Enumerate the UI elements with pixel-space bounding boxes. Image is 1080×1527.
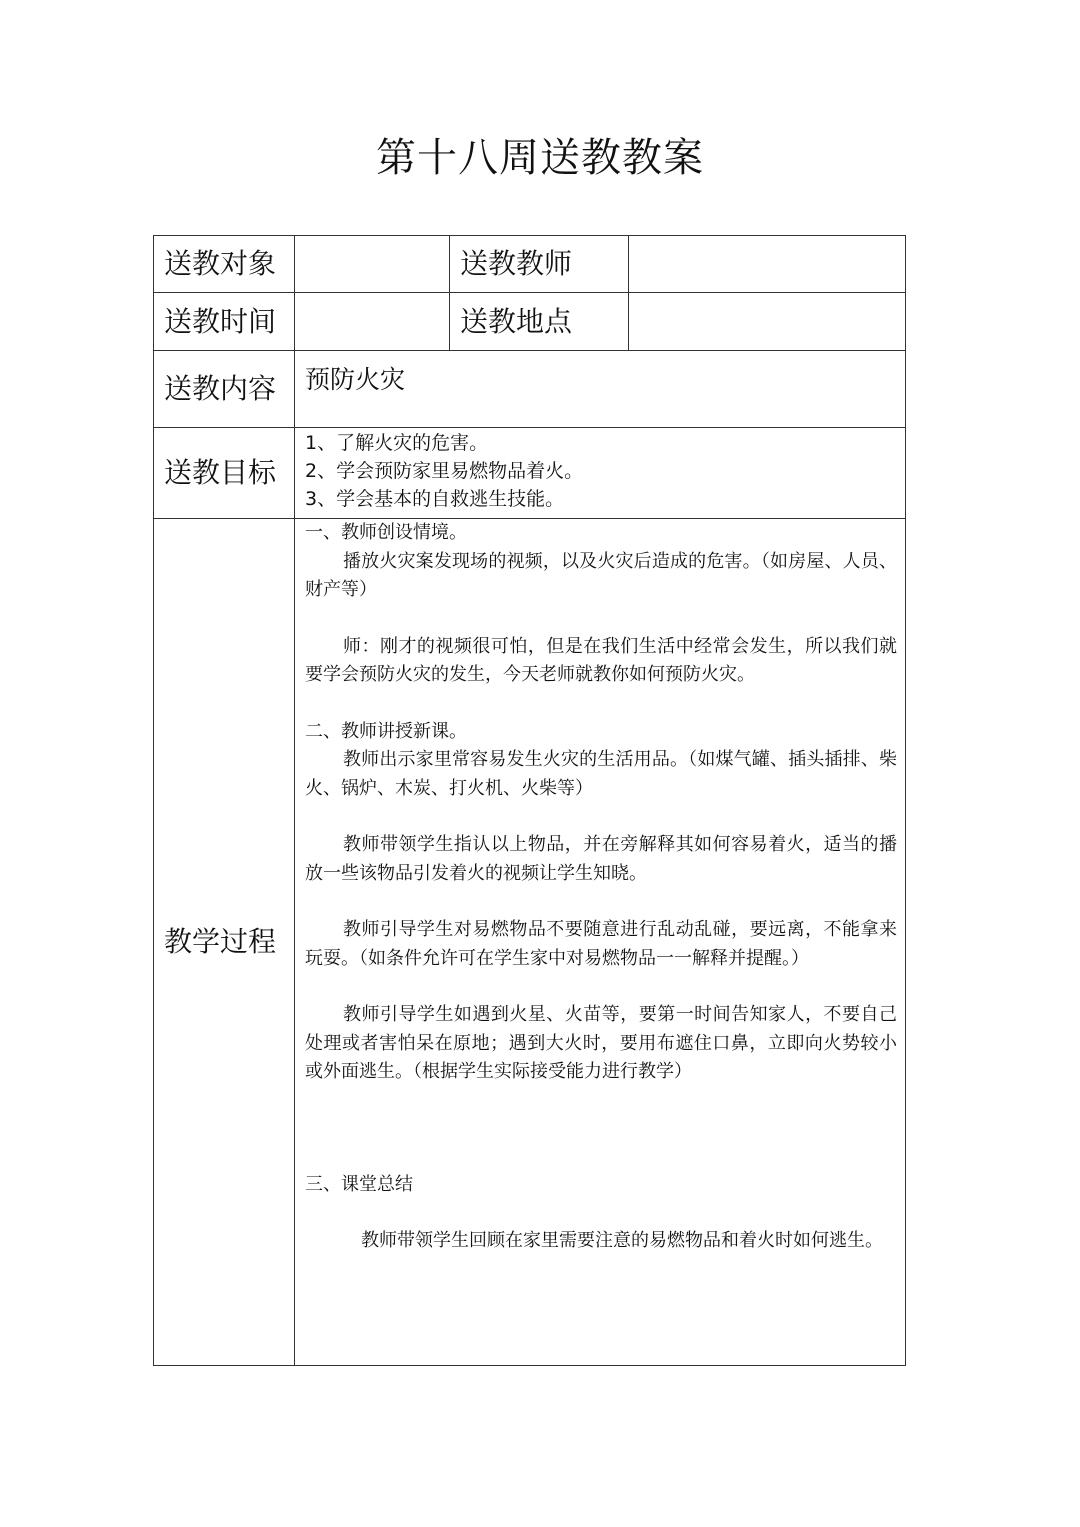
section-heading: 三、课堂总结 <box>305 1173 413 1195</box>
spacer <box>305 888 897 916</box>
goal-item: 1、了解火灾的危害。 <box>305 432 489 454</box>
paragraph: 教师出示家里常容易发生火灾的生活用品。（如煤气罐、插头插排、柴火、锅炉、木炭、打火机、火柴等） <box>305 749 897 799</box>
value-target-student[interactable] <box>295 236 449 292</box>
section-heading: 二、教师讲授新课。 <box>305 720 467 742</box>
goals-list <box>305 429 895 513</box>
paragraph: 教师引导学生对易燃物品不要随意进行乱动乱碰，要远离，不能拿来玩耍。（如条件允许可在学生家中对易燃物品一一解释并提醒。） <box>305 919 897 969</box>
label-time: 送教时间 <box>164 304 277 338</box>
label-content: 送教内容 <box>164 372 277 405</box>
goal-item: 3、学会基本的自救逃生技能。 <box>305 488 565 510</box>
label-location: 送教地点 <box>460 304 573 338</box>
lesson-plan-table <box>153 235 906 1366</box>
paragraph: 教师带领学生指认以上物品，并在旁解释其如何容易着火，适当的播放一些该物品引发着火的视频让学生知晓。 <box>305 834 897 884</box>
spacer <box>305 1199 897 1227</box>
label-target-student: 送教对象 <box>164 247 277 280</box>
spacer <box>305 803 897 831</box>
spacer <box>305 690 897 718</box>
paragraph: 教师引导学生如遇到火星、火苗等，要第一时间告知家人，不要自己处理或者害怕呆在原地；遇到大火时，要用布遮住口鼻，立即向火势较小或外面逃生。（根据学生实际接受能力进行教学） <box>305 1004 897 1082</box>
column-divider <box>294 236 295 1365</box>
page-title: 第十八周送教教案 <box>376 135 704 181</box>
paragraph: 师：刚才的视频很可怕，但是在我们生活中经常会发生，所以我们就要学会预防火灾的发生，今天老师就教你如何预防火灾。 <box>305 635 897 685</box>
label-goals: 送教目标 <box>164 456 277 489</box>
value-location[interactable] <box>629 293 905 350</box>
paragraph: 教师带领学生回顾在家里需要注意的易燃物品和着火时如何逃生。 <box>361 1230 883 1251</box>
value-time[interactable] <box>295 293 449 350</box>
value-content: 预防火灾 <box>305 365 406 394</box>
spacer <box>305 605 897 633</box>
spacer <box>305 973 897 1001</box>
spacer <box>305 1087 897 1171</box>
label-process: 教学过程 <box>164 925 277 958</box>
section-heading: 一、教师创设情境。 <box>305 522 467 543</box>
process-body <box>305 519 897 1256</box>
label-teacher: 送教教师 <box>460 247 573 280</box>
goal-item: 2、学会预防家里易燃物品着火。 <box>305 460 584 482</box>
paragraph: 播放火灾案发现场的视频，以及火灾后造成的危害。（如房屋、人员、财产等） <box>305 550 897 600</box>
value-teacher[interactable] <box>629 236 905 292</box>
